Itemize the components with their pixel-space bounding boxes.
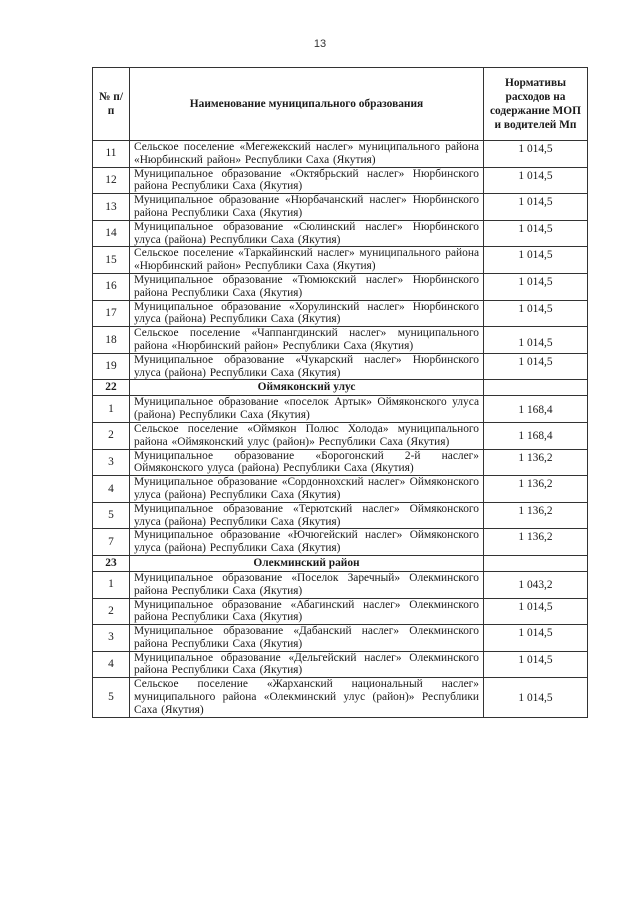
municipality-name: Муниципальное образование «Дабанский наслег» Олекминского района Республики Саха (Якутия) (130, 625, 484, 652)
row-number: 3 (93, 625, 130, 652)
section-title: Оймяконский улус (130, 380, 484, 396)
header-number: № п/п (93, 68, 130, 141)
row-number: 5 (93, 502, 130, 529)
table-row (93, 396, 588, 423)
table-row (93, 194, 588, 221)
row-number: 4 (93, 476, 130, 503)
row-number: 1 (93, 571, 130, 598)
norm-value: 1 168,4 (484, 422, 588, 449)
row-number: 19 (93, 353, 130, 380)
table-row (93, 422, 588, 449)
norm-value: 1 014,5 (484, 194, 588, 221)
row-number: 4 (93, 651, 130, 678)
municipality-name: Сельское поселение «Жарханский национальный наслег» муниципального района «Олекминский улус (район)» Республики Саха (Якутия) (130, 678, 484, 717)
municipality-name: Муниципальное образование «Сордоннохский наслег» Оймяконского улуса (района) Республики Саха (Якутия) (130, 476, 484, 503)
header-municipality-name: Наименование муниципального образования (130, 68, 484, 141)
table-row (93, 502, 588, 529)
norm-value: 1 014,5 (484, 247, 588, 274)
norm-value: 1 014,5 (484, 300, 588, 327)
table-row (93, 327, 588, 354)
municipality-name: Муниципальное образование «Борогонский 2-й наслег» Оймяконского улуса (района) Республики Саха (Якутия) (130, 449, 484, 476)
norm-value: 1 014,5 (484, 141, 588, 168)
norm-value: 1 014,5 (484, 327, 588, 354)
row-number: 2 (93, 422, 130, 449)
municipality-name: Муниципальное образование «Нюрбачанский наслег» Нюрбинского района Республики Саха (Якутия) (130, 194, 484, 221)
norm-value: 1 014,5 (484, 678, 588, 717)
row-number: 2 (93, 598, 130, 625)
norm-value: 1 014,5 (484, 625, 588, 652)
norm-value: 1 014,5 (484, 598, 588, 625)
table-header-row (93, 68, 588, 141)
row-number: 7 (93, 529, 130, 556)
norm-value: 1 014,5 (484, 353, 588, 380)
table-row (93, 449, 588, 476)
municipality-name: Сельское поселение «Таркайинский наслег» муниципального района «Нюрбинский район» Республики Саха (Якутия) (130, 247, 484, 274)
municipality-name: Муниципальное образование «Ючюгейский наслег» Оймяконского улуса (района) Республики Саха (Якутия) (130, 529, 484, 556)
table-row (93, 529, 588, 556)
norm-value: 1 014,5 (484, 651, 588, 678)
norm-value: 1 136,2 (484, 529, 588, 556)
municipality-name: Муниципальное образование «Тюмюкский наслег» Нюрбинского района Республики Саха (Якутия) (130, 273, 484, 300)
header-norms: Нормативы расходов на содержание МОП и водителей Мп (484, 68, 588, 141)
norm-value: 1 014,5 (484, 167, 588, 194)
table-row (93, 141, 588, 168)
norm-value: 1 168,4 (484, 396, 588, 423)
municipality-name: Муниципальное образование «поселок Артык» Оймяконского улуса (района) Республики Саха (Якутия) (130, 396, 484, 423)
municipality-name: Сельское поселение «Оймякон Полюс Холода» муниципального района «Оймяконский улус (район)» Республики Саха (Якутия) (130, 422, 484, 449)
municipality-name: Сельское поселение «Чаппангдинский наслег» муниципального района «Нюрбинский район» Республики Саха (Якутия) (130, 327, 484, 354)
section-title: Олекминский район (130, 555, 484, 571)
table-row (93, 651, 588, 678)
table-row (93, 273, 588, 300)
row-number: 5 (93, 678, 130, 717)
municipality-name: Муниципальное образование «Чукарский наслег» Нюрбинского улуса (района) Республики Саха (Якутия) (130, 353, 484, 380)
municipal-norms-table (92, 67, 588, 718)
table-body (93, 141, 588, 718)
table-row (93, 571, 588, 598)
table-row (93, 476, 588, 503)
row-number: 16 (93, 273, 130, 300)
section-number: 23 (93, 555, 130, 571)
municipality-name: Муниципальное образование «Терютский наслег» Оймяконского улуса (района) Республики Саха (Якутия) (130, 502, 484, 529)
table-row (93, 247, 588, 274)
section-value-empty (484, 555, 588, 571)
norm-value: 1 043,2 (484, 571, 588, 598)
norm-value: 1 136,2 (484, 502, 588, 529)
row-number: 12 (93, 167, 130, 194)
table-row (93, 220, 588, 247)
table-row (93, 353, 588, 380)
row-number: 1 (93, 396, 130, 423)
table-row (93, 300, 588, 327)
municipality-name: Муниципальное образование «Абагинский наслег» Олекминского района Республики Саха (Якутия) (130, 598, 484, 625)
page-number: 13 (313, 38, 327, 50)
row-number: 15 (93, 247, 130, 274)
table-row (93, 167, 588, 194)
municipality-name: Сельское поселение «Мегежекский наслег» муниципального района «Нюрбинский район» Республики Саха (Якутия) (130, 141, 484, 168)
section-row (93, 555, 588, 571)
municipality-name: Муниципальное образование «Хорулинский наслег» Нюрбинского улуса (района) Республики Саха (Якутия) (130, 300, 484, 327)
row-number: 3 (93, 449, 130, 476)
row-number: 17 (93, 300, 130, 327)
norm-value: 1 136,2 (484, 476, 588, 503)
municipality-name: Муниципальное образование «Дельгейский наслег» Олекминского района Республики Саха (Якутия) (130, 651, 484, 678)
table-row (93, 678, 588, 717)
norm-value: 1 014,5 (484, 273, 588, 300)
section-row (93, 380, 588, 396)
table-row (93, 625, 588, 652)
norm-value: 1 136,2 (484, 449, 588, 476)
municipality-name: Муниципальное образование «Сюлинский наслег» Нюрбинского улуса (района) Республики Саха (Якутия) (130, 220, 484, 247)
municipality-name: Муниципальное образование «Поселок Заречный» Олекминского района Республики Саха (Якутия) (130, 571, 484, 598)
norm-value: 1 014,5 (484, 220, 588, 247)
section-value-empty (484, 380, 588, 396)
row-number: 11 (93, 141, 130, 168)
municipality-name: Муниципальное образование «Октябрьский наслег» Нюрбинского района Республики Саха (Якутия) (130, 167, 484, 194)
row-number: 13 (93, 194, 130, 221)
section-number: 22 (93, 380, 130, 396)
row-number: 18 (93, 327, 130, 354)
table-row (93, 598, 588, 625)
row-number: 14 (93, 220, 130, 247)
